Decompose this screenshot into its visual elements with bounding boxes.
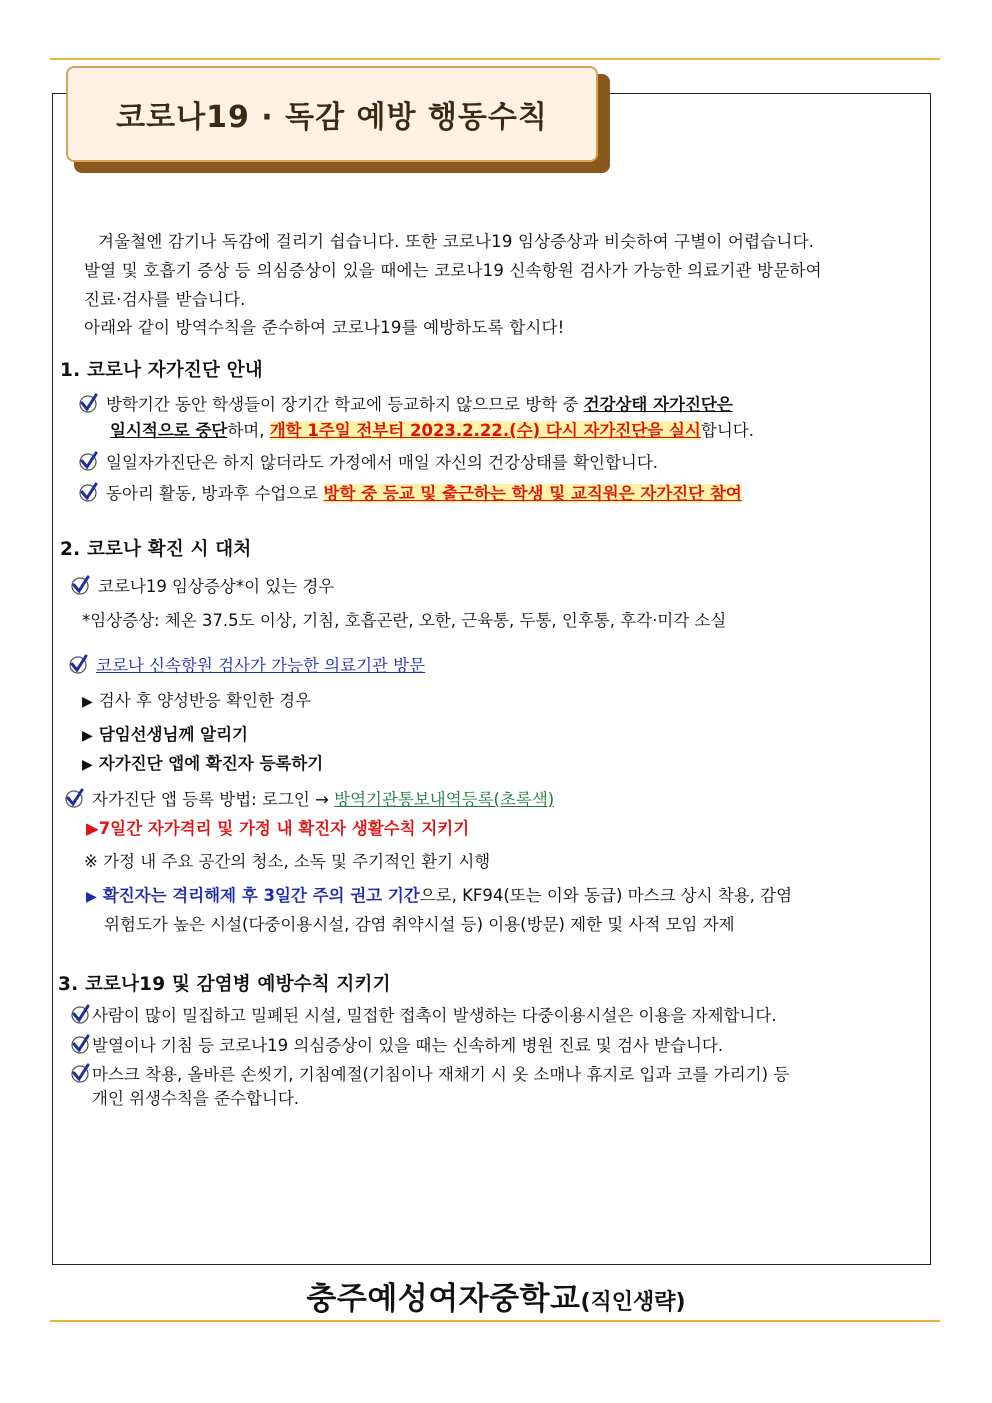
- section3-item3-cont: 개인 위생수칙을 준수합니다.: [92, 1089, 300, 1108]
- intro-line-1: 겨울철엔 감기나 독감에 걸리기 쉽습니다. 또한 코로나19 임상증상과 비슷하여 구별이 어렵습니다.: [98, 232, 815, 251]
- section2-blue-line1: ▶ 확진자는 격리해제 후 3일간 주의 권고 기간으로, KF94(또는 이와 동급) 마스크 상시 착용, 감염: [86, 886, 793, 905]
- triangle-bullet-icon: ▶: [82, 694, 93, 710]
- checkmark-icon: [78, 482, 98, 502]
- page-title: 코로나19 · 독감 예방 행동수칙: [116, 100, 548, 135]
- section1-item1-line2: 일시적으로 중단하며, 개학 1주일 전부터 2023.2.22.(수) 다시 자가진단을 실시합니다.: [110, 421, 754, 440]
- highlight-text: 방학 중 등교 및 출근하는 학생 및 교직원은 자가진단 참여: [323, 484, 742, 503]
- checkmark-icon: [78, 451, 98, 471]
- section3-item1: 사람이 많이 밀집하고 밀폐된 시설, 밀접한 접촉이 발생하는 다중이용시설은 이용을 자제합니다.: [70, 1004, 777, 1026]
- section3-item3: 마스크 착용, 올바른 손씻기, 기침예절(기침이나 재채기 시 옷 소매나 휴지로 입과 코를 가리기) 등: [70, 1063, 789, 1085]
- triangle-bullet-icon: ▶: [86, 889, 97, 905]
- section3-item2: 발열이나 기침 등 코로나19 의심증상이 있을 때는 신속하게 병원 진료 및 검사 받습니다.: [70, 1034, 723, 1056]
- checkmark-icon: [68, 654, 88, 674]
- section2-note1: *임상증상: 체온 37.5도 이상, 기침, 호흡곤란, 오한, 근육통, 두통, 인후통, 후각·미각 소실: [82, 611, 727, 630]
- section2-heading: 2. 코로나 확진 시 대처: [60, 539, 252, 560]
- checkmark-icon: [70, 1063, 90, 1083]
- section1-item1-line1: 방학기간 동안 학생들이 장기간 학교에 등교하지 않으므로 방학 중 건강상태 자가진단은: [78, 393, 733, 415]
- section2-check3: 자가진단 앱 등록 방법: 로그인 → 방역기관통보내역등록(초록색): [64, 788, 554, 810]
- school-name: 충주예성여자중학교: [306, 1281, 581, 1317]
- highlight-text: 개학 1주일 전부터 2023.2.22.(수) 다시 자가진단을 실시: [269, 421, 701, 440]
- checkmark-icon: [64, 788, 84, 808]
- section2-arrow3: ▶ 자가진단 앱에 확진자 등록하기: [82, 754, 324, 773]
- footer: [0, 1273, 992, 1318]
- checkmark-icon: [70, 1034, 90, 1054]
- section2-arrow2: ▶ 담임선생님께 알리기: [82, 725, 248, 744]
- checkmark-icon: [70, 1004, 90, 1024]
- triangle-bullet-icon: ▶: [82, 728, 93, 744]
- checkmark-icon: [78, 393, 98, 413]
- title-box: [66, 66, 598, 162]
- section1-item3: 동아리 활동, 방과후 수업으로 방학 중 등교 및 출근하는 학생 및 교직원은 자가진단 참여: [78, 482, 742, 504]
- section2-red-line: ▶7일간 자가격리 및 가정 내 확진자 생활수칙 지키기: [86, 819, 470, 838]
- section2-check2: 코로나 신속항원 검사가 가능한 의료기관 방문: [68, 654, 425, 676]
- section3-heading: 3. 코로나19 및 감염병 예방수칙 지키기: [58, 974, 391, 995]
- triangle-bullet-icon: ▶: [82, 757, 93, 773]
- section2-check1: 코로나19 임상증상*이 있는 경우: [70, 575, 334, 597]
- section1-heading: 1. 코로나 자가진단 안내: [60, 360, 263, 381]
- intro-line-4: 아래와 같이 방역수칙을 준수하여 코로나19를 예방하도록 합시다!: [84, 318, 565, 337]
- checkmark-icon: [70, 575, 90, 595]
- intro-line-2: 발열 및 호흡기 증상 등 의심증상이 있을 때에는 코로나19 신속항원 검사가 가능한 의료기관 방문하여: [84, 261, 822, 280]
- section2-arrow1: ▶ 검사 후 양성반응 확인한 경우: [82, 691, 312, 710]
- section2-blue-line2: 위험도가 높은 시설(다중이용시설, 감염 취약시설 등) 이용(방문) 제한 및 사적 모임 자제: [104, 915, 735, 934]
- top-rule: [50, 58, 940, 60]
- section1-item2: 일일자가진단은 하지 않더라도 가정에서 매일 자신의 건강상태를 확인합니다.: [78, 451, 658, 473]
- intro-line-3: 진료·검사를 받습니다.: [84, 290, 246, 309]
- section2-note2: ※ 가정 내 주요 공간의 청소, 소독 및 주기적인 환기 시행: [84, 852, 491, 871]
- bottom-rule: [50, 1320, 940, 1322]
- seal-note: (직인생략): [580, 1290, 686, 1315]
